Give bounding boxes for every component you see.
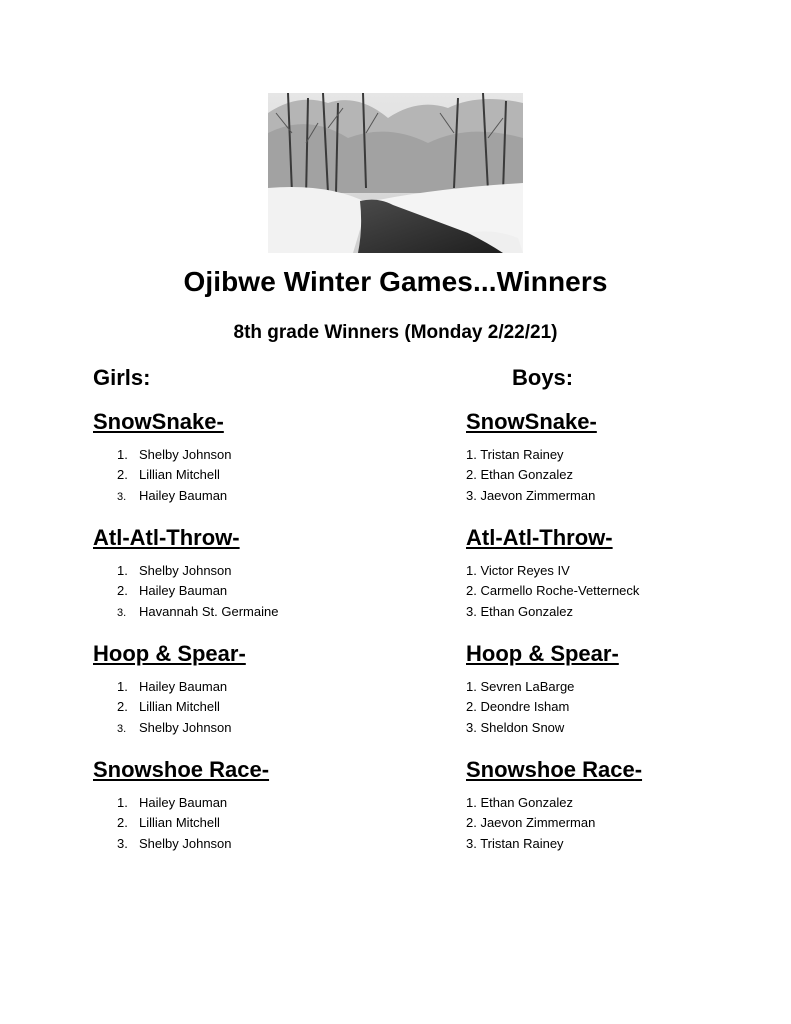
list-item: 2. Ethan Gonzalez xyxy=(466,467,573,483)
page-title: Ojibwe Winter Games...Winners xyxy=(183,266,608,297)
list-item: 1. Sevren LaBarge xyxy=(466,679,575,694)
list-item: 3. Jaevon Zimmerman xyxy=(466,487,596,503)
list-item: 2. Jaevon Zimmerman xyxy=(466,815,596,831)
event-title: Atl-Atl-Throw- xyxy=(93,525,240,550)
girls-event-snowshoe-race xyxy=(93,754,423,870)
page-subtitle: 8th grade Winners (Monday 2/22/21) xyxy=(233,322,558,343)
list-item: 3. Tristan Rainey xyxy=(466,835,564,851)
list-item: 3. Shelby Johnson xyxy=(117,719,232,735)
girls-event-atl-atl-throw xyxy=(93,522,423,638)
list-item: 3. Shelby Johnson xyxy=(117,835,232,851)
boys-event-snowshoe-race xyxy=(466,754,786,870)
event-title: SnowSnake- xyxy=(93,409,224,434)
event-title: Hoop & Spear- xyxy=(93,641,246,666)
list-item: 2. Lillian Mitchell xyxy=(117,815,220,831)
list-item: 1. Hailey Bauman xyxy=(117,795,228,810)
list-item: 1. Ethan Gonzalez xyxy=(466,795,573,810)
boys-event-hoop-spear xyxy=(466,638,786,754)
list-item: 1. Hailey Bauman xyxy=(117,679,228,694)
list-item: 2. Hailey Bauman xyxy=(117,583,228,599)
list-item: 1. Shelby Johnson xyxy=(117,447,232,462)
event-title: Hoop & Spear- xyxy=(466,641,619,666)
list-item: 2. Lillian Mitchell xyxy=(117,467,220,483)
winners-list xyxy=(93,677,423,738)
winners-list xyxy=(466,445,786,506)
event-title: Snowshoe Race- xyxy=(466,757,643,782)
winter-stream-photo xyxy=(268,93,523,253)
list-item: 2. Deondre Isham xyxy=(466,699,570,715)
winners-list xyxy=(466,677,786,738)
winners-list xyxy=(93,445,423,506)
girls-column xyxy=(93,362,423,870)
list-item: 2. Carmello Roche-Vetterneck xyxy=(466,583,640,599)
event-title: Atl-Atl-Throw- xyxy=(466,525,613,550)
boys-column xyxy=(466,362,786,870)
list-item: 2. Lillian Mitchell xyxy=(117,699,220,715)
list-item: 3. Hailey Bauman xyxy=(117,487,228,503)
girls-heading: Girls: xyxy=(93,365,151,390)
boys-heading: Boys: xyxy=(512,365,574,390)
list-item: 3. Ethan Gonzalez xyxy=(466,603,573,619)
list-item: 1. Shelby Johnson xyxy=(117,563,232,578)
list-item: 3. Havannah St. Germaine xyxy=(117,603,279,619)
winners-list xyxy=(466,793,786,854)
girls-event-hoop-spear xyxy=(93,638,423,754)
winners-list xyxy=(466,561,786,622)
boys-event-atl-atl-throw xyxy=(466,522,786,638)
boys-event-snowsnake xyxy=(466,406,786,522)
list-item: 1. Victor Reyes IV xyxy=(466,563,570,578)
event-title: Snowshoe Race- xyxy=(93,757,270,782)
list-item: 1. Tristan Rainey xyxy=(466,447,564,462)
event-title: SnowSnake- xyxy=(466,409,597,434)
girls-event-snowsnake xyxy=(93,406,423,522)
winners-list xyxy=(93,793,423,854)
list-item: 3. Sheldon Snow xyxy=(466,719,565,735)
winners-list xyxy=(93,561,423,622)
